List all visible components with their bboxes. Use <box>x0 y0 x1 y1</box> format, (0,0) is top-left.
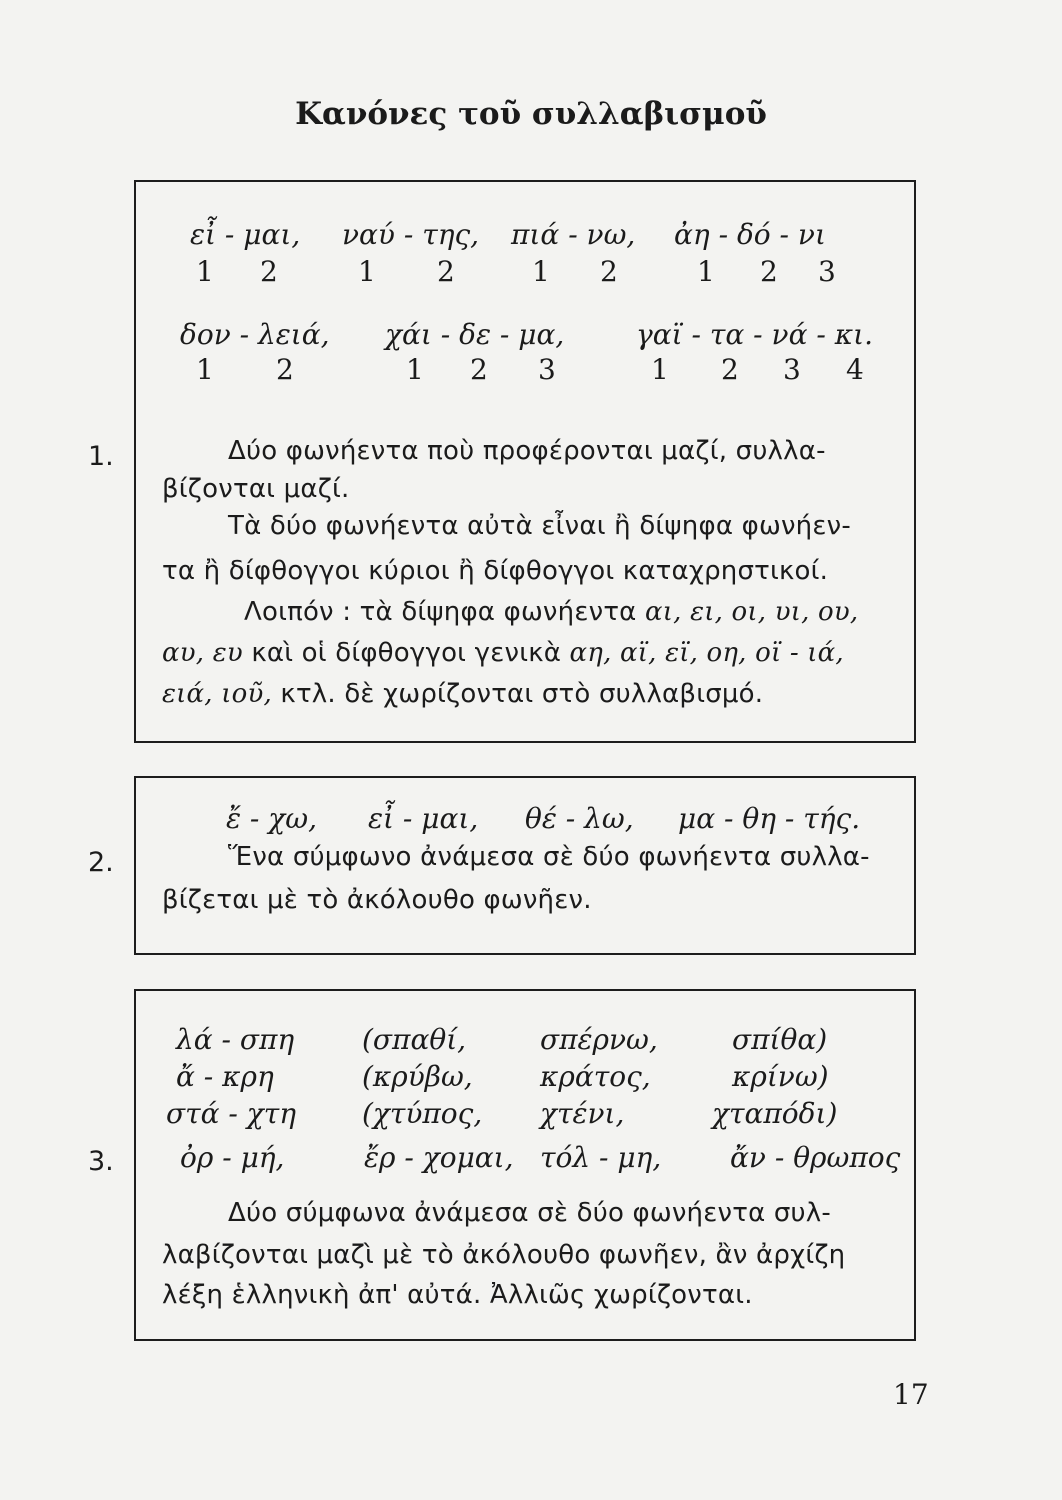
text-line: βίζεται μὲ τὸ ἀκόλουθο φωνῆεν. <box>162 885 592 915</box>
example-word: κρίνω) <box>732 1060 829 1093</box>
text-line: Δύο φωνήεντα ποὺ προφέρονται μαζί, συλλα- <box>228 436 826 466</box>
text-line <box>162 679 763 709</box>
example-word: (σπαθί, <box>362 1023 467 1056</box>
example-word: ναύ - της, <box>342 218 480 251</box>
syllable-number: 2 <box>437 255 455 288</box>
example-word: πιά - νω, <box>511 218 636 251</box>
syllable-number: 2 <box>470 353 488 386</box>
example-word: σπίθα) <box>732 1023 828 1056</box>
text-segment: Λοιπόν : τὰ δίψηφα φωνήεντα <box>244 597 637 627</box>
text-line <box>162 638 844 668</box>
example-word: ἄν - θρωπος <box>730 1141 901 1174</box>
text-segment: καὶ οἱ δίφθογγοι γενικὰ <box>251 638 562 668</box>
example-word: θέ - λω, <box>525 802 634 835</box>
example-word: μα - θη - τής. <box>678 802 861 835</box>
example-word: κράτος, <box>540 1060 651 1093</box>
syllable-number: 1 <box>697 255 715 288</box>
syllable-number: 1 <box>196 353 214 386</box>
page-number: 17 <box>893 1378 929 1411</box>
example-word: γαϊ - τα - νά - κι. <box>636 318 873 351</box>
rule-number: 3. <box>88 1146 114 1177</box>
syllable-number: 3 <box>783 353 801 386</box>
example-word: ἀη - δό - νι <box>674 218 826 251</box>
example-word: ἔ - χω, <box>226 802 317 835</box>
syllable-number: 1 <box>406 353 424 386</box>
example-word: ἄ - κρη <box>176 1060 274 1093</box>
text-line: τα ἢ δίφθογγοι κύριοι ἢ δίφθογγοι καταχρηστικοί. <box>162 556 829 586</box>
example-word: χάι - δε - μα, <box>385 318 565 351</box>
example-word: τόλ - μη, <box>540 1141 662 1174</box>
syllable-number: 1 <box>196 255 214 288</box>
syllable-number: 4 <box>846 353 864 386</box>
syllable-number: 2 <box>721 353 739 386</box>
syllable-number: 3 <box>818 255 836 288</box>
syllable-number: 2 <box>760 255 778 288</box>
example-word: σπέρνω, <box>540 1023 658 1056</box>
rule-number: 2. <box>88 847 114 878</box>
italic-segment: αυ, ευ <box>162 638 243 668</box>
example-word: εἶ - μαι, <box>368 802 479 835</box>
syllable-number: 2 <box>600 255 618 288</box>
text-line: βίζονται μαζί. <box>162 474 350 504</box>
example-word: (κρύβω, <box>362 1060 473 1093</box>
text-line: Ἕνα σύμφωνο ἀνάμεσα σὲ δύο φωνήεντα συλλα- <box>228 842 870 872</box>
syllable-number: 1 <box>532 255 550 288</box>
text-segment: κτλ. δὲ χωρίζονται στὸ συλλαβισμό. <box>280 679 764 709</box>
italic-segment: αι, ει, οι, υι, ου, <box>644 597 859 627</box>
syllable-number: 2 <box>276 353 294 386</box>
example-word: δον - λειά, <box>180 318 330 351</box>
text-line: Τὰ δύο φωνήεντα αὐτὰ εἶναι ἢ δίψηφα φωνήεν- <box>228 511 851 541</box>
example-word: (χτύπος, <box>362 1097 483 1130</box>
text-line: λαβίζονται μαζὶ μὲ τὸ ἀκόλουθο φωνῆεν, ἂν ἀρχίζη <box>162 1240 846 1270</box>
syllable-number: 3 <box>538 353 556 386</box>
example-word: ὀρ - μή, <box>180 1141 285 1174</box>
syllable-number: 2 <box>260 255 278 288</box>
syllable-number: 1 <box>358 255 376 288</box>
page-title: Κανόνες τοῦ συλλαβισμοῦ <box>295 96 767 132</box>
example-word: εἶ - μαι, <box>190 218 301 251</box>
example-word: λά - σπη <box>176 1023 295 1056</box>
text-line: λέξη ἑλληνικὴ ἀπ' αὐτά. Ἀλλιῶς χωρίζονται. <box>162 1280 753 1310</box>
example-word: στά - χτη <box>166 1097 297 1130</box>
example-word: ἔρ - χομαι, <box>364 1141 514 1174</box>
rule-number: 1. <box>88 441 114 472</box>
text-line: Δύο σύμφωνα ἀνάμεσα σὲ δύο φωνήεντα συλ- <box>228 1198 831 1228</box>
italic-segment: αη, αϊ, εϊ, οη, οϊ - ιά, <box>569 638 844 668</box>
example-word: χταπόδι) <box>712 1097 838 1130</box>
text-line <box>244 597 858 627</box>
italic-segment: ειά, ιοῦ, <box>162 679 272 709</box>
example-word: χτένι, <box>540 1097 625 1130</box>
syllable-number: 1 <box>651 353 669 386</box>
